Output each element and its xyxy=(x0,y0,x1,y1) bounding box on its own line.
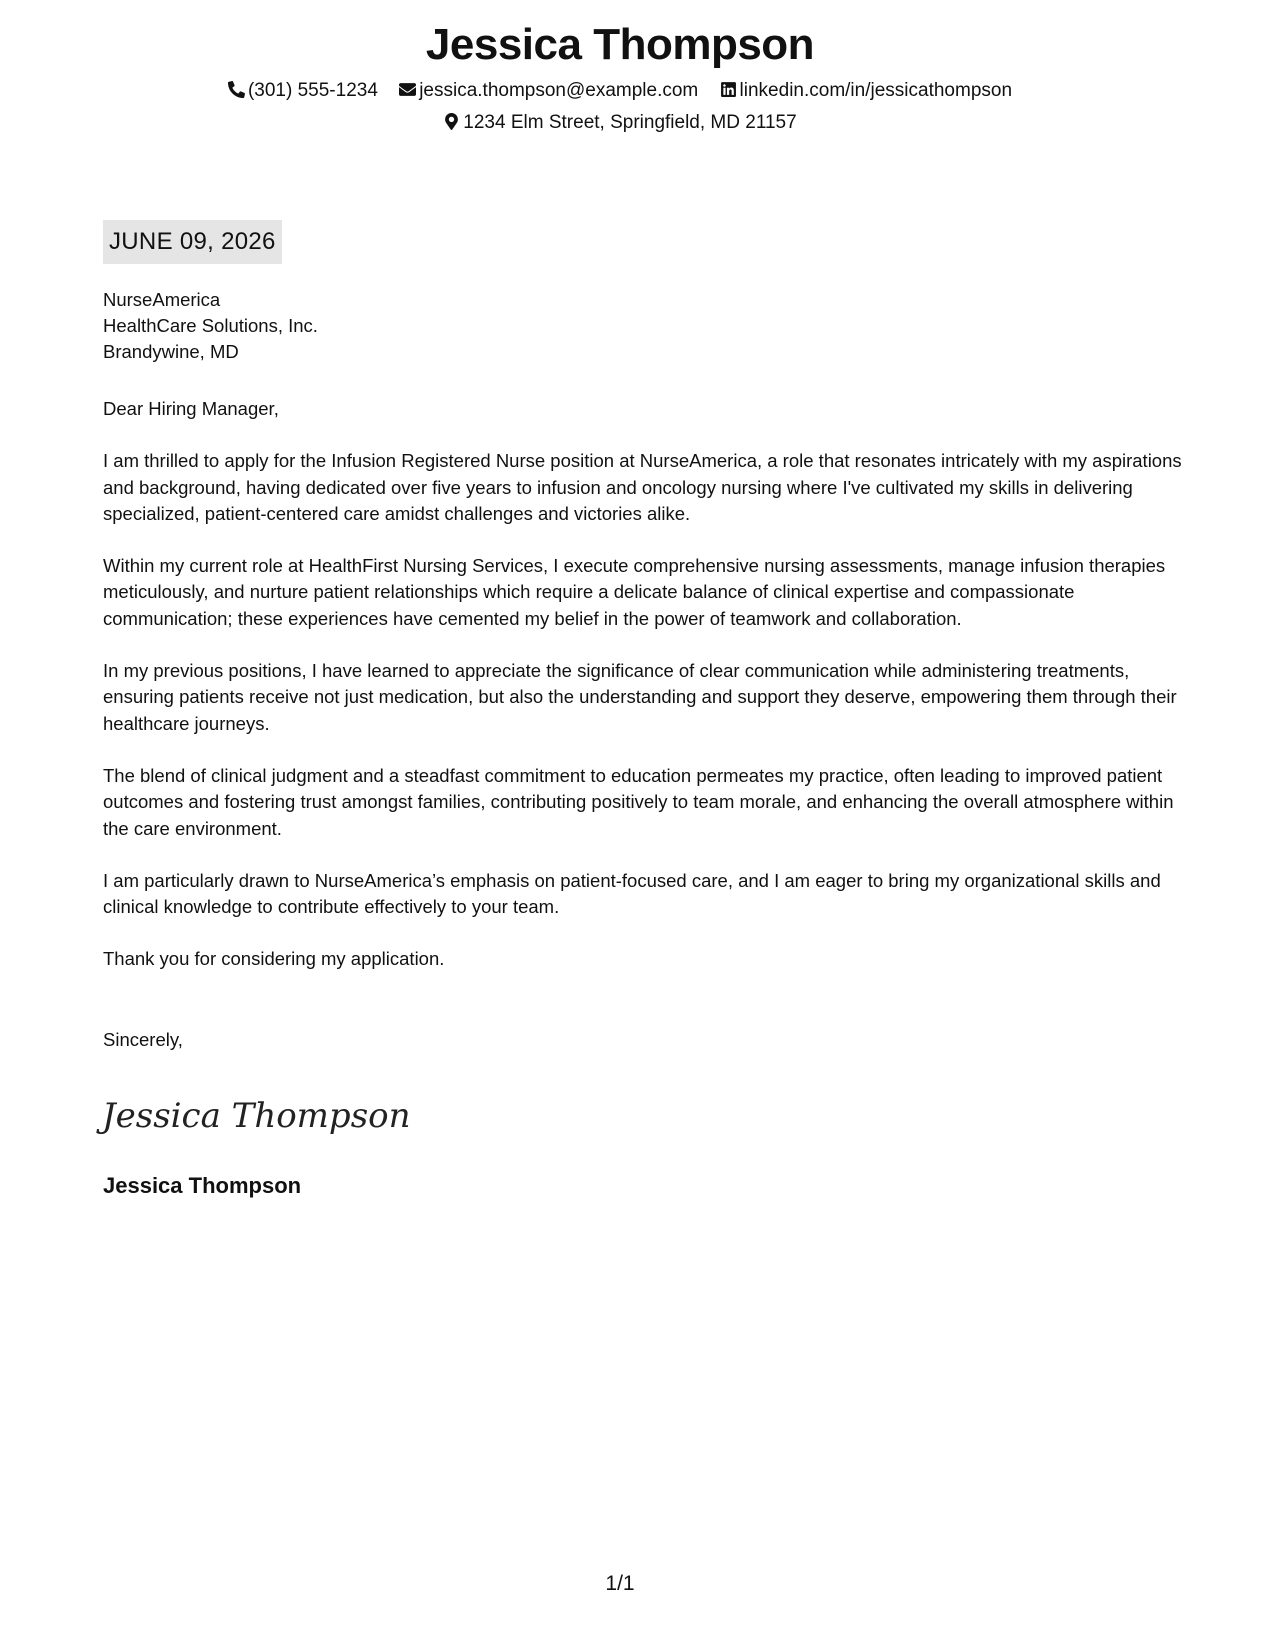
address-row xyxy=(90,112,1150,134)
body-paragraph: Thank you for considering my application. xyxy=(103,948,445,970)
body-paragraph: I am thrilled to apply for the Infusion Registered Nurse position at NurseAmerica, a role that resonates intricately with my aspirations and background, having dedicated over five years to infusion and oncology nursing where I've cultivated my skills in delivering specialized, patient-centered care amidst challenges and victories alike. xyxy=(103,450,1182,524)
linkedin-icon xyxy=(720,81,737,98)
linkedin-contact xyxy=(720,80,1012,102)
body-paragraph: The blend of clinical judgment and a steadfast commitment to education permeates my practice, often leading to improved patient outcomes and fostering trust amongst families, contributing positively to team morale, and enhancing the overall atmosphere within the care environment. xyxy=(103,764,1174,839)
page-number: 1/1 xyxy=(605,1572,635,1595)
svg-text:Jessica Thompson: Jessica Thompson xyxy=(102,1096,411,1136)
body-paragraph: I am particularly drawn to NurseAmerica’s emphasis on patient-focused care, and I am eager to bring my organizational skills and clinical knowledge to contribute effectively to your team. xyxy=(103,869,1161,918)
phone-contact xyxy=(228,80,378,102)
address-contact xyxy=(443,112,796,134)
applicant-name: Jessica Thompson xyxy=(425,20,815,69)
handwritten-signature xyxy=(100,1085,411,1145)
closing: Sincerely, xyxy=(103,1029,183,1050)
phone-number: (301) 555-1234 xyxy=(247,80,378,101)
recipient-location: Brandywine, MD xyxy=(103,341,239,362)
letter-body xyxy=(103,396,1183,999)
recipient-organization: HealthCare Solutions, Inc. xyxy=(103,315,318,336)
map-marker-icon xyxy=(443,113,460,130)
email-contact xyxy=(399,80,698,102)
email-address: jessica.thompson@example.com xyxy=(419,80,699,101)
salutation: Dear Hiring Manager, xyxy=(103,398,279,419)
signed-name: Jessica Thompson xyxy=(103,1173,302,1198)
phone-icon xyxy=(228,81,245,98)
body-paragraph: Within my current role at HealthFirst Nursing Services, I execute comprehensive nursing assessments, manage infusion therapies meticulously, and nurture patient relationships which require a delicate balance of clinical expertise and compassionate communication; these experiences have cemented my belief in the power of teamwork and collaboration. xyxy=(103,555,1166,629)
contact-info-row xyxy=(90,80,1150,102)
recipient-company: NurseAmerica xyxy=(103,289,221,310)
envelope-icon xyxy=(399,81,416,98)
street-address: 1234 Elm Street, Springfield, MD 21157 xyxy=(463,112,797,133)
recipient-block xyxy=(103,287,318,365)
body-paragraph: In my previous positions, I have learned to appreciate the significance of clear communication while administering treatments, ensuring patients receive not just medication, but also the understanding and support they deserve, empowering them through their healthcare journeys. xyxy=(103,660,1177,734)
letter-date: JUNE 09, 2026 xyxy=(103,220,282,264)
linkedin-url: linkedin.com/in/jessicathompson xyxy=(739,80,1013,101)
